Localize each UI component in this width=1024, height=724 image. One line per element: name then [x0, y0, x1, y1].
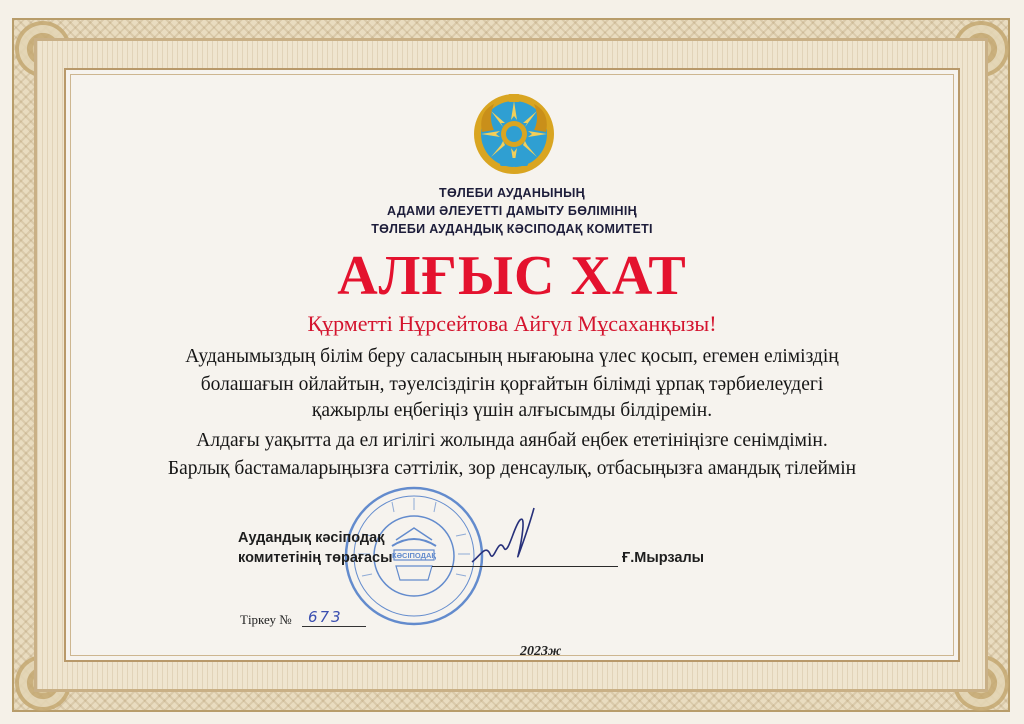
registration-underline: [302, 626, 366, 627]
signatory-title-line-2: комитетінің төрағасы: [238, 550, 393, 566]
certificate-title: АЛҒЫС ХАТ: [337, 245, 687, 307]
body-text-line: болашағын ойлайтын, тәуелсіздігін қорғайтын білімді ұрпақ тәрбиелеудегі: [200, 374, 824, 395]
handwritten-signature-icon: [470, 496, 550, 576]
body-text-line: Ауданымыздың білім беру саласының нығаюына үлес қосып, егемен еліміздің: [185, 346, 839, 367]
registration-label: Тіркеу №: [240, 612, 292, 627]
registration-number: 673: [308, 608, 343, 626]
signatory-name: Ғ.Мырзалы: [622, 550, 705, 566]
header-line-2: АДАМИ ӘЛЕУЕТТІ ДАМЫТУ БӨЛІМІНІҢ: [387, 204, 637, 218]
body-text-line: Барлық бастамаларыңызға сәттілік, зор денсаулық, отбасыңызға амандық тілеймін: [167, 458, 857, 479]
body-text-line: Алдағы уақытта да ел игілігі жолында аянбай еңбек ететініңізге сенімдімін.: [196, 430, 828, 451]
issue-year: 2023ж: [520, 644, 562, 659]
stamp-label: КӘСІПОДАҚ: [392, 551, 436, 560]
addressee-line: Құрметті Нұрсейтова Айгүл Мұсаханқызы!: [307, 311, 717, 336]
header-line-1: ТӨЛЕБИ АУДАНЫНЫҢ: [439, 186, 585, 200]
body-text-line: қажырлы еңбегіңіз үшін алғысымды білдіремін.: [311, 400, 713, 421]
signatory-title-line-1: Аудандық кәсіподақ: [238, 530, 385, 546]
state-emblem-icon: [472, 92, 556, 176]
header-line-3: ТӨЛЕБИ АУДАНДЫҚ КӘСІПОДАҚ КОМИТЕТІ: [371, 222, 653, 236]
signature-line: [432, 566, 618, 567]
